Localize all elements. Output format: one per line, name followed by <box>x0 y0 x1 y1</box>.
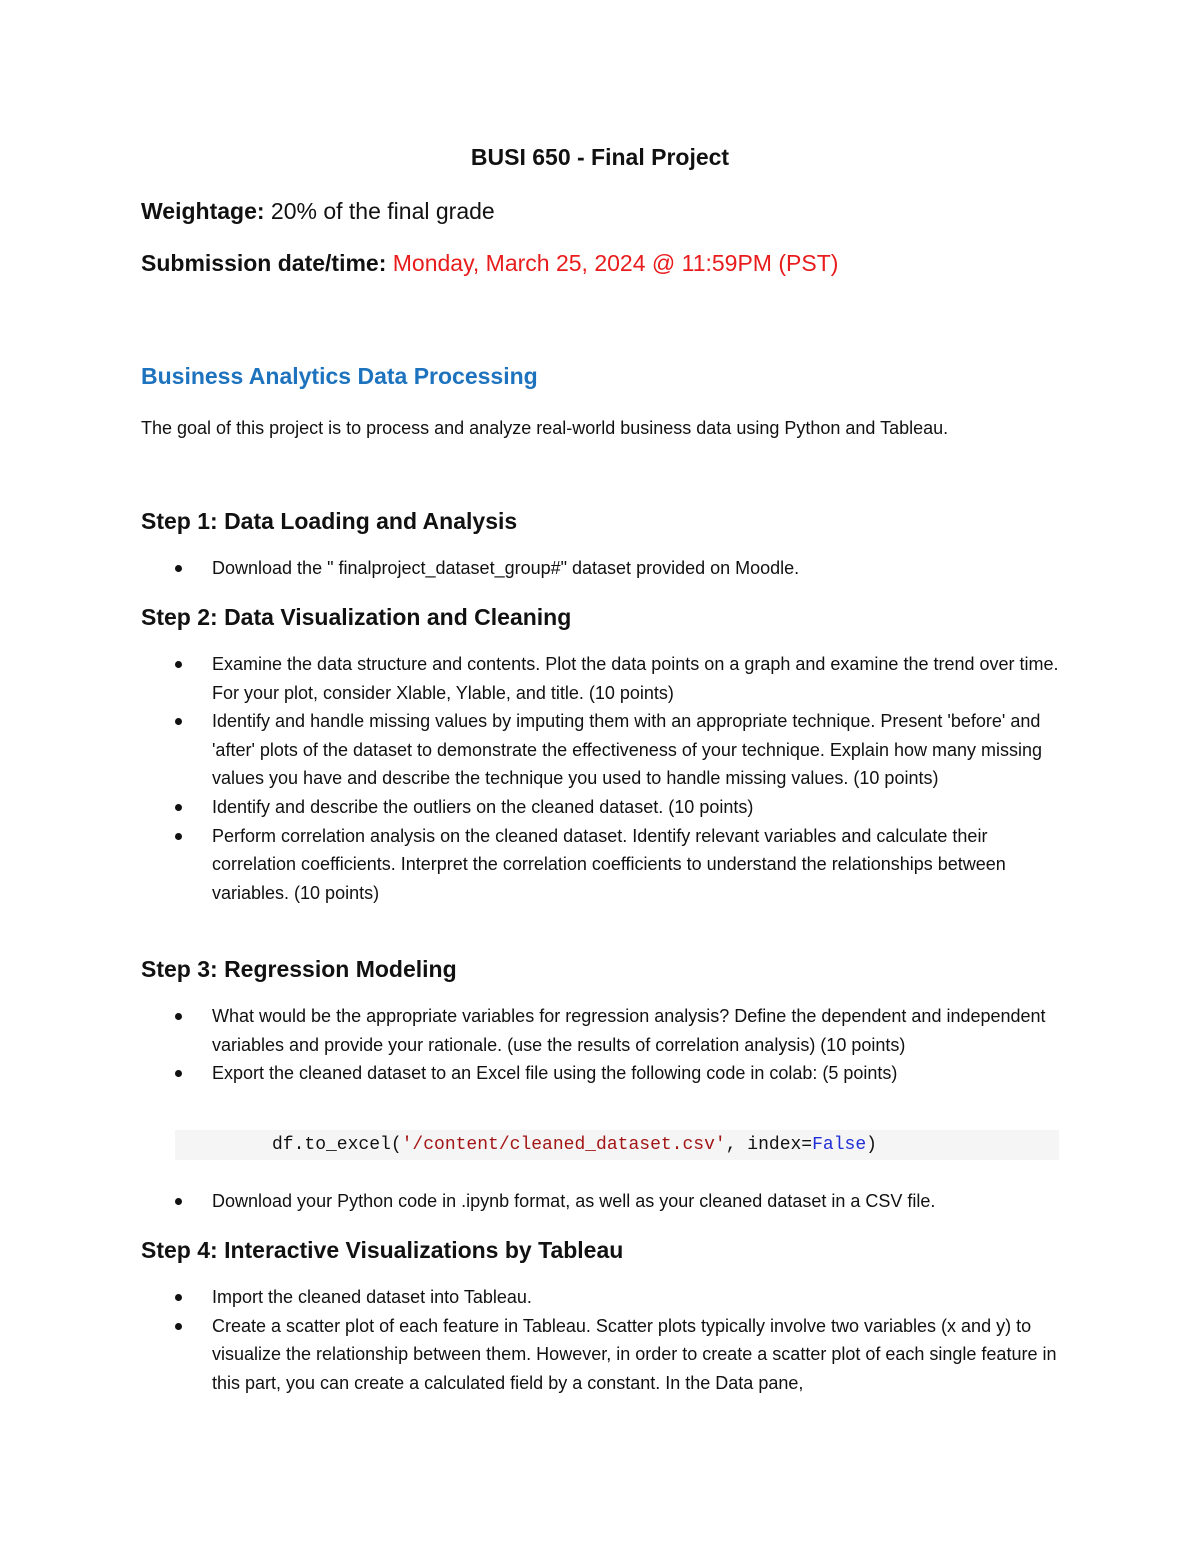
list-item-text: Perform correlation analysis on the cleaned dataset. Identify relevant variables and calculate their correlation coefficients. Interpret the correlation coefficients to understand the relationships between variables. (10 points) <box>212 825 1006 903</box>
section-title: Business Analytics Data Processing <box>141 363 538 389</box>
bullet-icon <box>175 804 182 811</box>
list-item <box>141 554 1061 583</box>
code-middle: , index= <box>725 1135 813 1155</box>
list-item-text: Identify and handle missing values by imputing them with an appropriate technique. Present 'before' and 'after' plots of the dataset to demonstrate the effectiveness of your technique. Explain how many missing values you have and describe the technique you used to handle missing values. (10 points) <box>212 711 1043 789</box>
list-item <box>141 1312 1061 1398</box>
weightage-line <box>141 198 495 225</box>
bullet-icon <box>175 1198 182 1205</box>
submission-deadline: Monday, March 25, 2024 @ 11:59PM (PST) <box>386 250 839 276</box>
step-3-list-continued <box>141 1187 1061 1216</box>
submission-label: Submission date/time: <box>141 250 387 276</box>
list-item <box>141 1059 1061 1088</box>
step-1-heading: Step 1: Data Loading and Analysis <box>141 508 518 534</box>
code-suffix: ) <box>866 1135 877 1155</box>
bullet-icon <box>175 718 182 725</box>
bullet-icon <box>175 1323 182 1330</box>
list-item-text: Download your Python code in .ipynb format, as well as your cleaned dataset in a CSV file. <box>212 1191 936 1211</box>
bullet-icon <box>175 1070 182 1077</box>
list-item <box>141 822 1061 908</box>
code-snippet <box>175 1130 1059 1160</box>
code-prefix: df.to_excel( <box>272 1135 402 1155</box>
step-4-heading: Step 4: Interactive Visualizations by Tableau <box>141 1237 624 1263</box>
step-4-list <box>141 1283 1061 1397</box>
list-item-text: Examine the data structure and contents. Plot the data points on a graph and examine the trend over time. For your plot, consider Xlable, Ylable, and title. (10 points) <box>212 654 1059 703</box>
list-item-text: Identify and describe the outliers on the cleaned dataset. (10 points) <box>212 796 754 817</box>
list-item <box>141 1283 1061 1312</box>
bullet-icon <box>175 661 182 668</box>
code-string: '/content/cleaned_dataset.csv' <box>401 1135 726 1155</box>
step-1-list <box>141 554 1061 583</box>
list-item-text: Import the cleaned dataset into Tableau. <box>212 1287 532 1307</box>
step-2-heading: Step 2: Data Visualization and Cleaning <box>141 604 572 630</box>
step-2-list <box>141 650 1061 907</box>
list-item-text: Create a scatter plot of each feature in Tableau. Scatter plots typically involve two variables (x and y) to visualize the relationship between them. However, in order to create a scatter plot of each single feature in this part, you can create a calculated field by a constant. In the Data pane, <box>212 1315 1057 1393</box>
bullet-icon <box>175 1294 182 1301</box>
list-item-text: What would be the appropriate variables for regression analysis? Define the dependent and independent variables and provide your rationale. (use the results of correlation analysis) (10 points) <box>212 1006 1046 1055</box>
weightage-value: 20% of the final grade <box>264 198 495 224</box>
bullet-icon <box>175 565 182 572</box>
submission-line <box>141 250 838 277</box>
list-item-text: Download the " finalproject_dataset_group#" dataset provided on Moodle. <box>212 558 800 578</box>
list-item <box>141 1187 1061 1216</box>
weightage-label: Weightage: <box>141 198 265 224</box>
intro-paragraph: The goal of this project is to process and analyze real-world business data using Python and Tableau. <box>141 418 949 438</box>
code-keyword: False <box>812 1135 867 1155</box>
step-3-list <box>141 1002 1061 1088</box>
list-item-text: Export the cleaned dataset to an Excel file using the following code in colab: (5 points) <box>212 1063 898 1084</box>
list-item <box>141 1002 1061 1059</box>
step-3-heading: Step 3: Regression Modeling <box>141 956 457 982</box>
list-item <box>141 793 1061 822</box>
list-item <box>141 707 1061 793</box>
bullet-icon <box>175 833 182 840</box>
bullet-icon <box>175 1013 182 1020</box>
document-title: BUSI 650 - Final Project <box>470 144 730 170</box>
list-item <box>141 650 1061 707</box>
